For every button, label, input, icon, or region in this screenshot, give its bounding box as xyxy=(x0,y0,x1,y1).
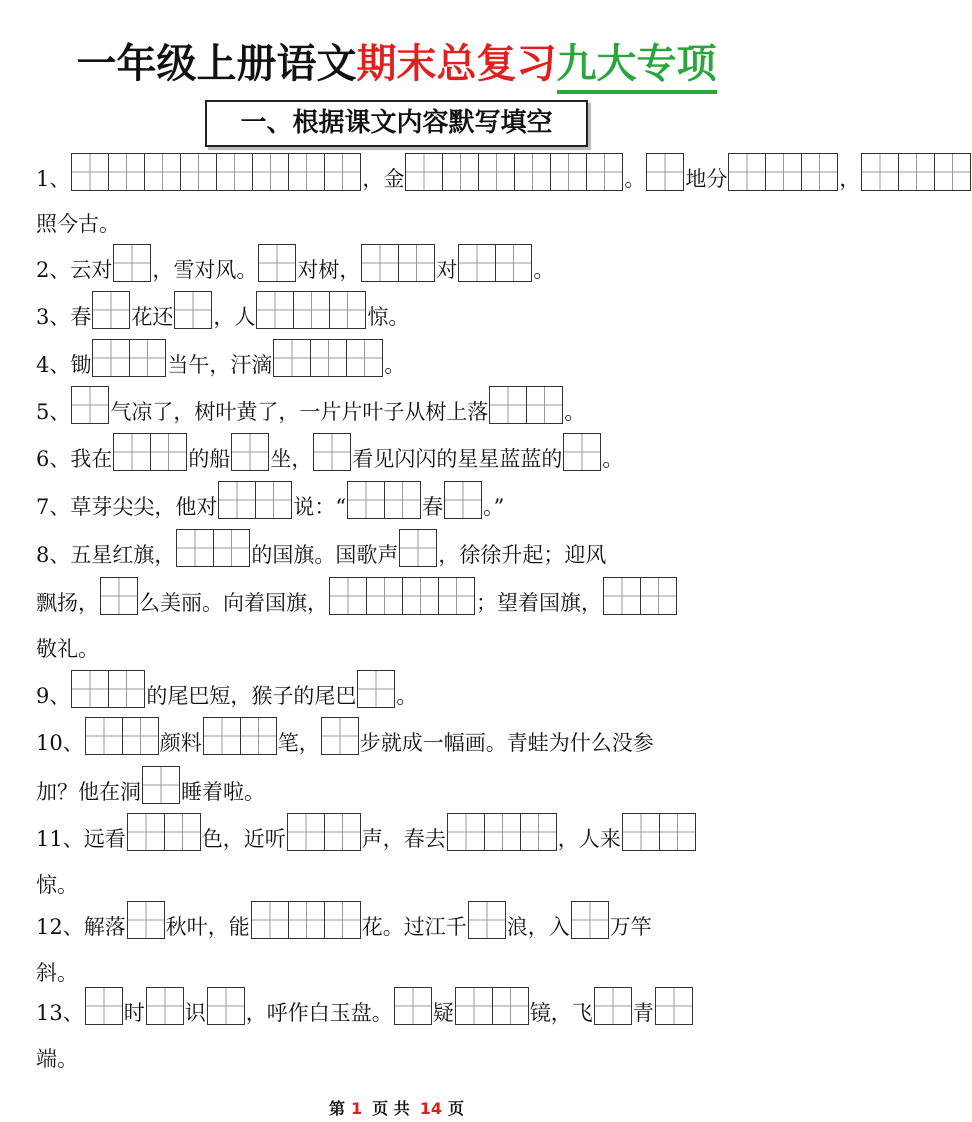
exercise-text: 。 xyxy=(564,400,586,424)
exercise-text: ，徐徐升起；迎风 xyxy=(438,543,607,567)
answer-box[interactable] xyxy=(92,339,166,377)
tianzige-cell[interactable] xyxy=(659,814,695,850)
tianzige-cell[interactable] xyxy=(310,340,346,376)
tianzige-cell[interactable] xyxy=(101,578,137,614)
tianzige-cell[interactable] xyxy=(346,340,382,376)
exercise-text: 敬礼。 xyxy=(36,637,99,661)
tianzige-cell[interactable] xyxy=(329,292,365,328)
tianzige-cell[interactable] xyxy=(175,292,211,328)
tianzige-cell[interactable] xyxy=(484,814,520,850)
tianzige-cell[interactable] xyxy=(180,154,216,190)
tianzige-cell[interactable] xyxy=(478,154,514,190)
exercise-10-line xyxy=(36,717,654,759)
footer-page-number: 1 xyxy=(351,1099,363,1118)
answer-box[interactable] xyxy=(85,717,159,755)
tianzige-cell[interactable] xyxy=(324,902,360,938)
answer-box[interactable] xyxy=(361,244,435,282)
exercise-text: 春 xyxy=(422,495,444,519)
answer-box[interactable] xyxy=(603,577,677,615)
tianzige-cell[interactable] xyxy=(862,154,898,190)
page-footer xyxy=(0,1096,793,1119)
tianzige-cell[interactable] xyxy=(314,434,350,470)
exercise-text: 9、 xyxy=(36,684,71,708)
answer-box[interactable] xyxy=(571,901,609,939)
tianzige-cell[interactable] xyxy=(86,988,122,1024)
answer-box[interactable] xyxy=(563,433,601,471)
tianzige-cell[interactable] xyxy=(324,814,360,850)
tianzige-cell[interactable] xyxy=(330,578,366,614)
exercise-8-line xyxy=(36,623,99,665)
tianzige-cell[interactable] xyxy=(255,482,291,518)
tianzige-cell[interactable] xyxy=(934,154,970,190)
answer-box[interactable] xyxy=(146,987,184,1025)
tianzige-cell[interactable] xyxy=(765,154,801,190)
answer-box[interactable] xyxy=(622,813,696,851)
tianzige-cell[interactable] xyxy=(438,578,474,614)
page-title xyxy=(0,38,793,90)
tianzige-cell[interactable] xyxy=(72,154,108,190)
answer-box[interactable] xyxy=(113,244,151,282)
tianzige-cell[interactable] xyxy=(469,902,505,938)
tianzige-cell[interactable] xyxy=(490,387,526,423)
exercise-1-line xyxy=(36,198,120,240)
answer-box[interactable] xyxy=(258,244,296,282)
answer-box[interactable] xyxy=(174,291,212,329)
tianzige-cell[interactable] xyxy=(358,671,394,707)
tianzige-cell[interactable] xyxy=(366,578,402,614)
exercise-text: 万竿 xyxy=(609,915,652,939)
answer-box[interactable] xyxy=(231,433,269,471)
title-red-part: 期末总复习 xyxy=(356,41,557,87)
exercise-text: 秋叶，能 xyxy=(165,915,250,939)
tianzige-cell[interactable] xyxy=(128,902,164,938)
answer-box[interactable] xyxy=(455,987,529,1025)
tianzige-cell[interactable] xyxy=(526,387,562,423)
tianzige-cell[interactable] xyxy=(114,434,150,470)
exercise-11-line xyxy=(36,859,78,901)
tianzige-cell[interactable] xyxy=(640,578,676,614)
exercise-text: 6、我在 xyxy=(36,447,113,471)
exercise-text: 么美丽。向着国旗， xyxy=(139,591,328,615)
answer-box[interactable] xyxy=(329,577,475,615)
tianzige-cell[interactable] xyxy=(459,245,495,281)
tianzige-cell[interactable] xyxy=(520,814,556,850)
exercise-text: ，雪对风。 xyxy=(152,258,258,282)
exercise-text: 12、解落 xyxy=(36,915,126,939)
exercise-text: ，金 xyxy=(362,167,405,191)
answer-box[interactable] xyxy=(655,987,693,1025)
exercise-text: 。 xyxy=(533,258,555,282)
exercise-text: 1、 xyxy=(36,167,71,191)
tianzige-cell[interactable] xyxy=(656,988,692,1024)
exercise-12-line xyxy=(36,901,652,943)
answer-box[interactable] xyxy=(287,813,361,851)
exercise-text: 颜料 xyxy=(159,731,202,755)
tianzige-cell[interactable] xyxy=(322,718,358,754)
tianzige-cell[interactable] xyxy=(647,154,683,190)
answer-box[interactable] xyxy=(728,153,838,191)
exercise-text: 。 xyxy=(396,684,418,708)
tianzige-cell[interactable] xyxy=(240,718,276,754)
tianzige-cell[interactable] xyxy=(213,530,249,566)
exercise-2-line xyxy=(36,244,554,286)
answer-box[interactable] xyxy=(347,481,421,519)
tianzige-cell[interactable] xyxy=(729,154,765,190)
exercise-text: ，人 xyxy=(213,305,256,329)
exercise-text: 时 xyxy=(123,1001,145,1025)
tianzige-cell[interactable] xyxy=(177,530,213,566)
exercise-3-line xyxy=(36,291,409,333)
exercise-5-line xyxy=(36,386,585,428)
tianzige-cell[interactable] xyxy=(384,482,420,518)
tianzige-cell[interactable] xyxy=(144,154,180,190)
footer-middle: 页 共 xyxy=(372,1099,410,1118)
exercise-text: ， xyxy=(839,167,861,191)
tianzige-cell[interactable] xyxy=(86,718,122,754)
answer-box[interactable] xyxy=(468,901,506,939)
footer-suffix: 页 xyxy=(447,1099,464,1118)
tianzige-cell[interactable] xyxy=(572,902,608,938)
exercise-text: 说：“ xyxy=(293,495,347,519)
exercise-text: 惊。 xyxy=(36,873,78,897)
exercise-text: 步就成一幅画。青蛙为什么没参 xyxy=(359,731,654,755)
answer-box[interactable] xyxy=(447,813,557,851)
tianzige-cell[interactable] xyxy=(324,154,360,190)
exercise-text: 斜。 xyxy=(36,961,78,985)
tianzige-cell[interactable] xyxy=(288,902,324,938)
exercise-text: 气凉了，树叶黄了，一片片叶子从树上落 xyxy=(110,400,489,424)
tianzige-cell[interactable] xyxy=(72,671,108,707)
exercise-6-line xyxy=(36,433,623,475)
exercise-8-line xyxy=(36,577,678,619)
answer-box[interactable] xyxy=(142,766,180,804)
tianzige-cell[interactable] xyxy=(514,154,550,190)
tianzige-cell[interactable] xyxy=(208,988,244,1024)
exercise-4-line xyxy=(36,339,405,381)
answer-box[interactable] xyxy=(394,987,432,1025)
exercise-text: 笔， xyxy=(277,731,320,755)
tianzige-cell[interactable] xyxy=(492,988,528,1024)
answer-box[interactable] xyxy=(458,244,532,282)
exercise-text: 浪，入 xyxy=(506,915,570,939)
tianzige-cell[interactable] xyxy=(288,154,324,190)
answer-box[interactable] xyxy=(71,670,145,708)
tianzige-cell[interactable] xyxy=(395,988,431,1024)
answer-box[interactable] xyxy=(92,291,130,329)
exercise-text: 看见闪闪的星星蓝蓝的 xyxy=(352,447,563,471)
exercise-10-line xyxy=(36,766,265,808)
tianzige-cell[interactable] xyxy=(274,340,310,376)
tianzige-cell[interactable] xyxy=(257,292,293,328)
section-heading: 一、根据课文内容默写填空 xyxy=(205,100,588,147)
exercise-text: 识 xyxy=(184,1001,206,1025)
tianzige-cell[interactable] xyxy=(72,387,108,423)
tianzige-cell[interactable] xyxy=(400,530,436,566)
answer-box[interactable] xyxy=(207,987,245,1025)
exercise-text: 当午，汗滴 xyxy=(167,353,273,377)
tianzige-cell[interactable] xyxy=(550,154,586,190)
answer-box[interactable] xyxy=(71,386,109,424)
exercise-text: 色，近听 xyxy=(201,827,286,851)
tianzige-cell[interactable] xyxy=(252,902,288,938)
exercise-text: 坐， xyxy=(270,447,313,471)
answer-box[interactable] xyxy=(176,529,250,567)
exercise-text: 地分 xyxy=(685,167,728,191)
tianzige-cell[interactable] xyxy=(252,154,288,190)
footer-total-pages: 14 xyxy=(419,1099,442,1118)
answer-box[interactable] xyxy=(313,433,351,471)
exercise-text: 惊。 xyxy=(367,305,410,329)
answer-box[interactable] xyxy=(273,339,383,377)
exercise-text: 的船 xyxy=(188,447,231,471)
exercise-text: 的尾巴短，猴子的尾巴 xyxy=(146,684,357,708)
answer-box[interactable] xyxy=(489,386,563,424)
tianzige-cell[interactable] xyxy=(216,154,252,190)
tianzige-cell[interactable] xyxy=(448,814,484,850)
exercise-1-line xyxy=(36,153,972,195)
exercise-text: 。 xyxy=(602,447,624,471)
exercise-text: 疑 xyxy=(432,1001,454,1025)
tianzige-cell[interactable] xyxy=(150,434,186,470)
tianzige-cell[interactable] xyxy=(402,578,438,614)
tianzige-cell[interactable] xyxy=(232,434,268,470)
exercise-text: 。 xyxy=(624,167,646,191)
tianzige-cell[interactable] xyxy=(259,245,295,281)
exercise-7-line xyxy=(36,481,504,523)
tianzige-cell[interactable] xyxy=(108,154,144,190)
tianzige-cell[interactable] xyxy=(293,292,329,328)
exercise-text: 睡着啦。 xyxy=(181,780,265,804)
answer-box[interactable] xyxy=(256,291,366,329)
answer-box[interactable] xyxy=(100,577,138,615)
exercise-13-line xyxy=(36,1033,78,1075)
exercise-text: 镜，飞 xyxy=(529,1001,593,1025)
answer-box[interactable] xyxy=(85,987,123,1025)
tianzige-cell[interactable] xyxy=(604,578,640,614)
exercise-text: 对树， xyxy=(297,258,361,282)
exercise-text: 3、春 xyxy=(36,305,92,329)
tianzige-cell[interactable] xyxy=(128,814,164,850)
answer-box[interactable] xyxy=(218,481,292,519)
tianzige-cell[interactable] xyxy=(406,154,442,190)
exercise-text: 。” xyxy=(483,495,505,519)
tianzige-cell[interactable] xyxy=(143,767,179,803)
tianzige-cell[interactable] xyxy=(114,245,150,281)
tianzige-cell[interactable] xyxy=(362,245,398,281)
exercise-text: 的国旗。国歌声 xyxy=(251,543,399,567)
answer-box[interactable] xyxy=(861,153,971,191)
answer-box[interactable] xyxy=(251,901,361,939)
exercise-text: 对 xyxy=(436,258,458,282)
tianzige-cell[interactable] xyxy=(122,718,158,754)
footer-prefix: 第 xyxy=(328,1099,345,1118)
exercise-text: 。 xyxy=(384,353,406,377)
answer-box[interactable] xyxy=(127,901,165,939)
exercise-text: 8、五星红旗， xyxy=(36,543,176,567)
exercise-text: ，人来 xyxy=(557,827,621,851)
answer-box[interactable] xyxy=(71,153,361,191)
exercise-text: 青 xyxy=(632,1001,654,1025)
tianzige-cell[interactable] xyxy=(801,154,837,190)
exercise-text: 花。过江千 xyxy=(361,915,467,939)
exercise-text: ，呼作白玉盘。 xyxy=(245,1001,393,1025)
answer-box[interactable] xyxy=(113,433,187,471)
tianzige-cell[interactable] xyxy=(595,988,631,1024)
tianzige-cell[interactable] xyxy=(456,988,492,1024)
exercise-text: ；望着国旗， xyxy=(476,591,602,615)
tianzige-cell[interactable] xyxy=(898,154,934,190)
exercise-text: 4、锄 xyxy=(36,353,92,377)
title-underline xyxy=(557,90,717,94)
answer-box[interactable] xyxy=(357,670,395,708)
answer-box[interactable] xyxy=(321,717,359,755)
tianzige-cell[interactable] xyxy=(93,340,129,376)
tianzige-cell[interactable] xyxy=(129,340,165,376)
answer-box[interactable] xyxy=(594,987,632,1025)
exercise-text: 声，春去 xyxy=(361,827,446,851)
tianzige-cell[interactable] xyxy=(495,245,531,281)
tianzige-cell[interactable] xyxy=(564,434,600,470)
answer-box[interactable] xyxy=(405,153,623,191)
tianzige-cell[interactable] xyxy=(164,814,200,850)
title-black-part: 一年级上册语文 xyxy=(76,41,357,87)
answer-box[interactable] xyxy=(203,717,277,755)
tianzige-cell[interactable] xyxy=(445,482,481,518)
tianzige-cell[interactable] xyxy=(108,671,144,707)
title-green-part: 九大专项 xyxy=(556,41,717,87)
answer-box[interactable] xyxy=(646,153,684,191)
exercise-13-line xyxy=(36,987,694,1029)
tianzige-cell[interactable] xyxy=(442,154,478,190)
tianzige-cell[interactable] xyxy=(623,814,659,850)
answer-box[interactable] xyxy=(127,813,201,851)
exercise-text: 5、 xyxy=(36,400,71,424)
exercise-11-line xyxy=(36,813,697,855)
exercise-text: 花还 xyxy=(131,305,174,329)
exercise-12-line xyxy=(36,947,78,989)
answer-box[interactable] xyxy=(444,481,482,519)
exercise-text: 加？他在洞 xyxy=(36,780,141,804)
tianzige-cell[interactable] xyxy=(204,718,240,754)
exercise-text: 照今古。 xyxy=(36,212,120,236)
exercise-text: 2、云对 xyxy=(36,258,113,282)
exercise-text: 飘扬， xyxy=(36,591,99,615)
exercise-text: 13、 xyxy=(36,1001,84,1025)
exercise-text: 11、远看 xyxy=(36,827,126,851)
tianzige-cell[interactable] xyxy=(586,154,622,190)
tianzige-cell[interactable] xyxy=(147,988,183,1024)
tianzige-cell[interactable] xyxy=(93,292,129,328)
tianzige-cell[interactable] xyxy=(398,245,434,281)
tianzige-cell[interactable] xyxy=(288,814,324,850)
exercise-8-line xyxy=(36,529,606,571)
exercise-9-line xyxy=(36,670,417,712)
exercise-text: 10、 xyxy=(36,731,84,755)
exercise-text: 7、草芽尖尖，他对 xyxy=(36,495,218,519)
answer-box[interactable] xyxy=(399,529,437,567)
tianzige-cell[interactable] xyxy=(348,482,384,518)
exercise-text: 端。 xyxy=(36,1047,78,1071)
tianzige-cell[interactable] xyxy=(219,482,255,518)
